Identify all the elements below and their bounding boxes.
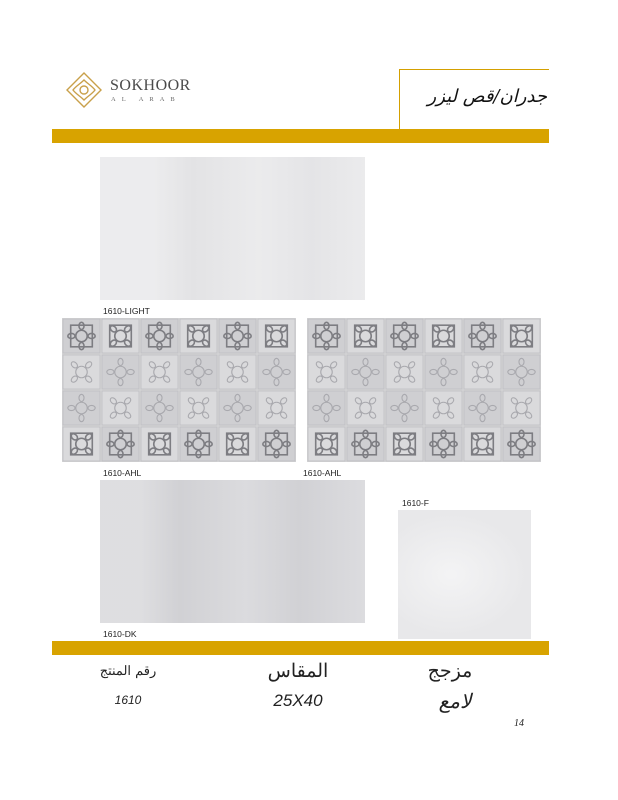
tile-image-1610-ahl-left bbox=[62, 318, 296, 462]
product-number-label: رقم المنتج bbox=[99, 664, 157, 679]
page-number: 14 bbox=[514, 718, 524, 729]
tile-label-ahl-right: 1610-AHL bbox=[303, 468, 342, 478]
tile-image-1610-light bbox=[100, 157, 365, 300]
size-value: 25X40 bbox=[273, 691, 323, 710]
tile-label-f: 1610-F bbox=[402, 498, 429, 508]
brand-logo-icon bbox=[64, 70, 104, 110]
tile-image-1610-ahl-right bbox=[307, 318, 541, 462]
tile-image-1610-dk bbox=[100, 480, 365, 623]
product-number-value: 1610 bbox=[114, 693, 142, 707]
size-label: المقاس bbox=[267, 660, 329, 682]
tile-image-1610-f bbox=[398, 510, 531, 639]
tile-label-dk: 1610-DK bbox=[103, 629, 137, 639]
tile-label-ahl-left: 1610-AHL bbox=[103, 468, 142, 478]
header-divider-bar bbox=[52, 129, 549, 143]
page-title: جدران/قص ليزر bbox=[427, 86, 547, 107]
footer-divider-bar bbox=[52, 641, 549, 655]
finish-value: لامع bbox=[438, 689, 472, 713]
tile-label-light: 1610-LIGHT bbox=[103, 306, 150, 316]
finish-label: مزجج bbox=[427, 660, 473, 682]
brand-name: SOKHOOR bbox=[110, 77, 191, 94]
brand-subtitle: AL ARAB bbox=[111, 96, 181, 103]
